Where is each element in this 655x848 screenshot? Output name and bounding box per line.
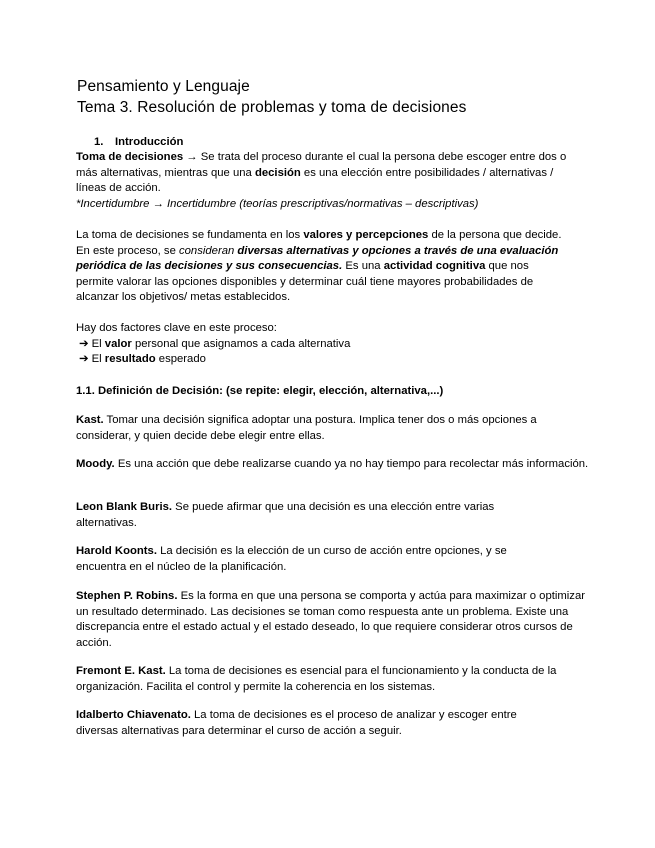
definition-item [76, 544, 556, 575]
definition-text: La toma de decisiones es el proceso de analizar y escoger entre diversas alternativas para determinar el curso de acción a seguir. [76, 709, 517, 737]
definition-text: Es la forma en que una persona se comporta y actúa para maximizar o optimizar un resultado determinado. Las decisiones se toman como respuesta ante un problema. Existe una discrepancia entre el estado actual y el estado deseado, lo que requiere considerar otros cursos de acción. [76, 590, 585, 649]
definition-text: La toma de decisiones es esencial para el funcionamiento y la conducta de la organización. Facilita el control y permite la coherencia en los sistemas. [76, 665, 557, 693]
para2-c: de la persona que decide. En este proceso, se [76, 229, 562, 257]
definition-author: Harold Koonts. [76, 545, 157, 557]
para2-b: valores y percepciones [303, 229, 429, 241]
foundation-paragraph [76, 228, 566, 306]
definition-text: Tomar una decisión significa adoptar una postura. Implica tener dos o más opciones a considerar, y quien decide debe elegir entre ellas. [76, 414, 537, 442]
factors-intro: Hay dos factores clave en este proceso: [76, 322, 277, 334]
factor-valor: valor [104, 337, 132, 350]
para2-a: La toma de decisiones se fundamenta en los [76, 229, 304, 241]
section-heading-definicion: 1.1. Definición de Decisión: (se repite: elegir, elección, alternativa,...) [76, 385, 444, 397]
factor-item-resultado: ➔ El resultado esperado [79, 353, 206, 365]
definition-text: La decisión es la elección de un curso de acción entre opciones, y se encuentra en el núcleo de la planificación. [76, 545, 507, 573]
section-heading-introduccion [94, 136, 183, 148]
definition-author: Idalberto Chiavenato. [76, 709, 191, 721]
definition-item [76, 664, 581, 695]
intro-def-bold: decisión [254, 166, 301, 179]
definition-author: Stephen P. Robins. [76, 590, 178, 602]
intro-def-a: Se trata del proceso durante el cual la persona debe escoger entre dos o más alternativas, mientras que una [76, 151, 567, 179]
document-subtitle: Tema 3. Resolución de problemas y toma de decisiones [77, 99, 467, 116]
document-title: Pensamiento y Lenguaje [77, 78, 250, 95]
definition-item [76, 708, 546, 739]
intro-paragraph [76, 150, 581, 212]
intro-note: *Incertidumbre → Incertidumbre (teorías prescriptivas/normativas – descriptivas) [76, 197, 479, 210]
definition-author: Leon Blank Buris. [76, 501, 173, 513]
definition-item [76, 500, 546, 531]
definition-author: Fremont E. Kast. [76, 665, 166, 677]
definition-item [76, 589, 591, 651]
definition-item [76, 413, 591, 444]
factor-item-valor: ➔ El valor personal que asignamos a cada alternativa [79, 337, 351, 350]
section-number: 1. [94, 136, 104, 148]
definition-text: Es una acción que debe realizarse cuando ya no hay tiempo para recolectar más información. [114, 458, 589, 470]
intro-def-b: es una elección entre posibilidades / alternativas / líneas de acción. [76, 166, 554, 194]
para2-g: actividad cognitiva [383, 260, 486, 272]
definition-text: Se puede afirmar que una decisión es una elección entre varias alternativas. [76, 501, 495, 529]
definition-item [76, 457, 591, 473]
definition-author: Moody. [76, 458, 115, 470]
para2-e: diversas alternativas y opciones a través de una evaluación periódica de las decisiones y sus consecuencias. [76, 244, 559, 272]
intro-arrow: → [183, 151, 201, 163]
definition-author: Kast. [76, 414, 104, 426]
factors-block [76, 321, 591, 368]
para2-d: consideran [179, 244, 235, 257]
intro-term: Toma de decisiones [76, 151, 184, 163]
arrow-bullet-icon: ➔ [79, 337, 89, 350]
arrow-bullet-icon: ➔ [79, 353, 89, 365]
section-title: Introducción [115, 136, 184, 148]
para2-f: Es una [342, 260, 384, 272]
factor-resultado: resultado [104, 353, 156, 365]
para2-h: que nos permite valorar las opciones disponibles y determinar cuál tiene mayores probabilidades de alcanzar los objetivos/ metas establecidos. [76, 260, 534, 303]
